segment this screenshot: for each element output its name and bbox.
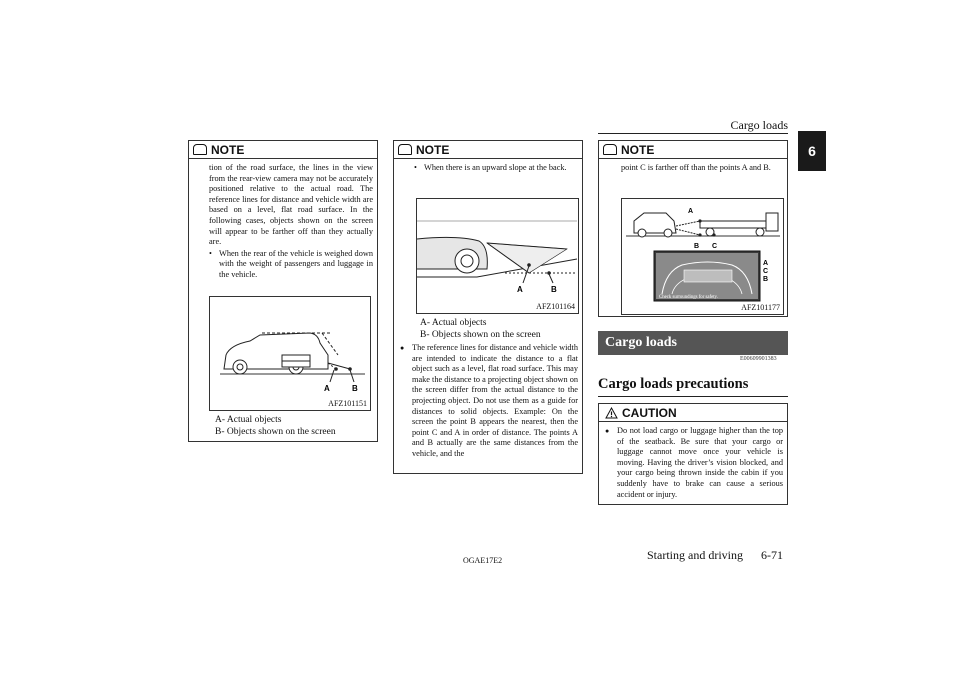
subheading: Cargo loads precautions: [598, 376, 749, 392]
label-b: B: [352, 384, 358, 393]
bullet-dot: •: [414, 163, 417, 172]
label-b: B: [551, 285, 557, 294]
bullet-item: [394, 159, 582, 174]
label-b: B: [694, 243, 700, 250]
note-text: [189, 159, 377, 281]
figure-caption: [420, 317, 541, 341]
note-header: [189, 141, 377, 159]
upward-slope-diagram: [417, 199, 578, 313]
label-a: A: [688, 208, 694, 215]
caption-b: B- Objects shown on the screen: [420, 330, 541, 340]
note-text: point C is farther off than the points A and B.: [621, 163, 771, 172]
note-box-col2: [393, 140, 583, 474]
caution-item: [599, 422, 787, 500]
caution-label: CAUTION: [622, 405, 677, 420]
note-label: NOTE: [211, 142, 245, 157]
note-paragraph: tion of the road surface, the lines in the view from the rear-view camera may not be accurately positioned relative to the actual road. The reference lines for distance and vehicle width are based on a level, flat road surface. In the following cases, objects shown on the screen will appear to be farther off than they actually are.: [209, 163, 373, 247]
note-header: [394, 141, 582, 159]
label-b-screen: B: [763, 276, 769, 283]
hand-pointing-icon: [193, 144, 207, 155]
footer-page: 6-71: [761, 548, 783, 562]
figure-upward-slope: [416, 198, 579, 314]
projecting-object-diagram: [622, 199, 783, 314]
header-rule: [598, 133, 788, 134]
label-a: A: [517, 285, 523, 294]
note-box-col1: [188, 140, 378, 442]
hand-pointing-icon: [398, 144, 412, 155]
paragraph-text: The reference lines for distance and vehicle width are intended to indicate the distance to a flat object such as a level, flat road surface. This may make the distance to a projecting object shown on the screen differ from the actual distance to the projecting object. Do not use them as a guide for distances to solid objects. Example: On the screen the point B appears the nearest, then the point C and A in order of distance. The points A and B actually are the same distances from the vehicle, and the: [412, 343, 578, 458]
figure-code: AFZ101151: [328, 399, 367, 408]
note-label: NOTE: [416, 142, 450, 157]
subheading-rule: [598, 396, 788, 397]
section-code: E00609901383: [740, 356, 777, 362]
caption-b: B- Objects shown on the screen: [215, 427, 336, 437]
bullet-dot: ●: [400, 344, 405, 352]
caption-a: A- Actual objects: [420, 318, 487, 328]
caution-box: [598, 403, 788, 505]
label-a-screen: A: [763, 260, 769, 267]
note-label: NOTE: [621, 142, 655, 157]
bullet-item: [209, 249, 373, 281]
footer-code: OGAE17E2: [463, 556, 503, 565]
car-rear-diagram: [210, 297, 370, 410]
bullet-dot: ●: [605, 427, 610, 435]
chapter-tab: 6: [798, 131, 826, 171]
figure-projecting-object: [621, 198, 784, 315]
caution-text: Do not load cargo or luggage higher than the top of the seatback. Be sure that your cargo or luggage cannot move once your vehicle is moving. Having the driver’s vision blocked, and your cargo being thrown inside the cabin if you suddenly have to brake can cause a serious accident or injury.: [617, 426, 783, 499]
bullet-text: When the rear of the vehicle is weighed down with the weight of passengers and luggage in the vehicle.: [219, 248, 373, 279]
caption-a: A- Actual objects: [215, 415, 282, 425]
figure-caption: [215, 414, 336, 438]
running-header-title: Cargo loads: [730, 118, 788, 132]
figure-code: AFZ101177: [741, 303, 780, 312]
note-paragraph: [400, 343, 578, 460]
bullet-dot: •: [209, 248, 212, 258]
caution-header: [599, 404, 787, 422]
section-title-bar: Cargo loads: [598, 331, 788, 355]
bullet-text: When there is an upward slope at the back.: [424, 163, 567, 172]
note-header: [599, 141, 787, 159]
figure-code: AFZ101164: [536, 302, 575, 311]
label-c-screen: C: [763, 268, 769, 275]
figure-car-weighed-down: [209, 296, 371, 411]
warning-triangle-icon: [605, 407, 618, 419]
hand-pointing-icon: [603, 144, 617, 155]
screen-text: Check surroundings for safety.: [659, 295, 718, 300]
label-a: A: [324, 384, 330, 393]
note-box-col3: [598, 140, 788, 317]
footer-section: Starting and driving: [647, 548, 743, 562]
label-c: C: [712, 243, 718, 250]
